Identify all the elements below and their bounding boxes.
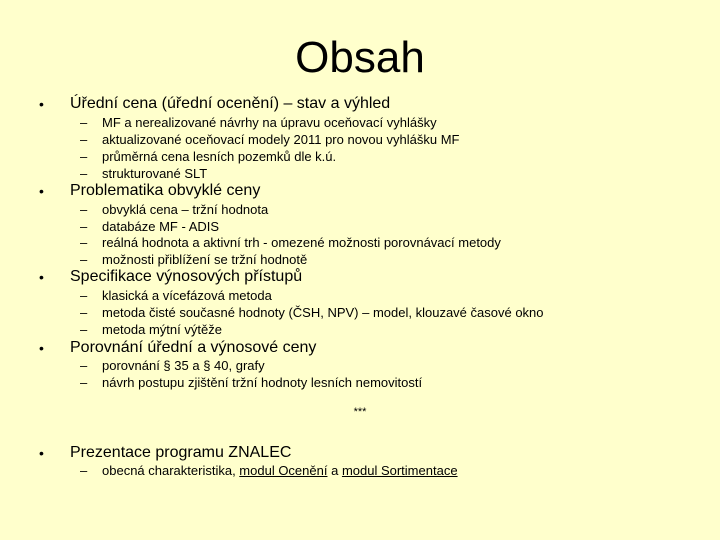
dash-icon: – [80,288,88,303]
list-item [0,131,720,148]
dash-icon: – [80,149,88,164]
dash-icon: – [80,166,88,181]
list-item [0,304,720,321]
list-item [0,374,720,391]
section-heading-main: Porovnání úřední a výnosové ceny [70,339,317,356]
dash-icon: – [80,235,88,250]
list-item [0,114,720,131]
list-item-text: aktualizované oceňovací modely 2011 pro novou vyhlášku MF [102,132,460,147]
list-item [0,321,720,338]
section-heading [70,94,390,114]
dash-icon: – [80,219,88,234]
list-item-text: metoda čisté současné hodnoty (ČSH, NPV) – model, klouzavé časové okno [102,305,544,320]
dash-icon: – [80,322,88,337]
dash-icon: – [80,375,88,390]
list-item-text: databáze MF - ADIS [102,219,220,234]
bullet-icon: • [39,96,44,112]
list-item-text: návrh postupu zjištění tržní hodnoty lesních nemovitostí [102,375,423,390]
dash-icon: – [80,115,88,130]
dash-icon: – [80,463,88,478]
list-item-text: průměrná cena lesních pozemků dle k.ú. [102,149,337,164]
list-item-text: MF a nerealizované návrhy na úpravu oceňovací vyhlášky [102,115,437,130]
item-mid: a [327,463,342,478]
list-item [0,251,720,268]
section-heading [70,443,291,463]
list-item [0,201,720,218]
list-item-text: reálná hodnota a aktivní trh - omezené možnosti porovnávací metody [102,235,501,250]
bullet-icon: • [39,269,44,285]
list-item [0,165,720,182]
section-heading-rest: – stav a výhled [279,95,391,112]
section-heading [70,181,260,201]
dash-icon: – [80,252,88,267]
list-item [0,148,720,165]
bullet-icon: • [39,340,44,356]
list-item-text: strukturované SLT [102,166,208,181]
list-item-text: porovnání § 35 a § 40, grafy [102,358,265,373]
list-item [0,218,720,235]
section-heading-main: Úřední cena (úřední ocenění) [70,95,280,112]
section-heading [70,267,302,287]
item-prefix: obecná charakteristika, [102,463,240,478]
link-modul-oceneni[interactable]: modul Ocenění [239,463,328,478]
link-modul-sortimentace[interactable]: modul Sortimentace [341,463,458,478]
section-heading-main: Prezentace programu ZNALEC [70,444,292,461]
bullet-icon: • [39,183,44,199]
list-item-text [102,462,458,479]
list-item [0,234,720,251]
list-item [0,462,720,479]
bullet-icon: • [39,445,44,461]
list-item [0,287,720,304]
separator: *** [353,406,367,418]
list-item [0,357,720,374]
dash-icon: – [80,132,88,147]
dash-icon: – [80,358,88,373]
list-item-text: možnosti přiblížení se tržní hodnotě [102,252,308,267]
dash-icon: – [80,202,88,217]
slide-title: Obsah [295,33,425,82]
section-heading-main: Problematika obvyklé ceny [70,182,261,199]
list-item-text: obvyklá cena – tržní hodnota [102,202,269,217]
dash-icon: – [80,305,88,320]
section-heading-main: Specifikace výnosových přístupů [70,268,303,285]
section-heading [70,338,316,358]
list-item-text: klasická a vícefázová metoda [102,288,272,303]
list-item-text: metoda mýtní výtěže [102,322,222,337]
